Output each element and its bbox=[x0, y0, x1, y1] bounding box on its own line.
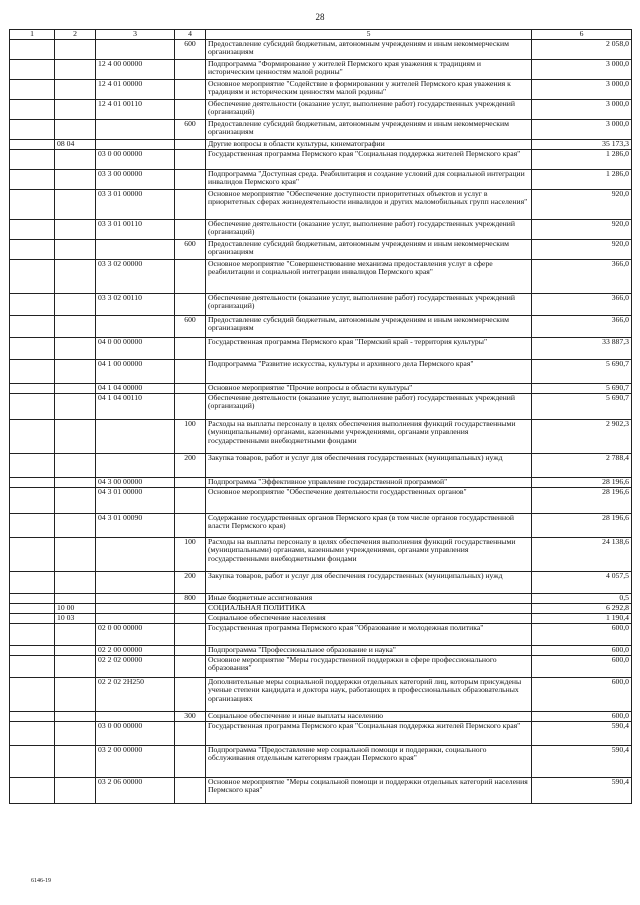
expense-type-code bbox=[175, 487, 206, 513]
table-row bbox=[10, 169, 632, 189]
item-description: Предоставление субсидий бюджетным, автономным учреждениям и иным некоммерческим организациям bbox=[206, 315, 532, 337]
expense-type-code bbox=[175, 623, 206, 645]
table-row bbox=[10, 239, 632, 259]
table-row bbox=[10, 149, 632, 169]
expense-type-code: 200 bbox=[175, 571, 206, 593]
target-article-code: 03 0 00 00000 bbox=[96, 721, 175, 745]
table-row bbox=[10, 59, 632, 79]
section-code bbox=[10, 219, 55, 239]
footer-code: 6146-19 bbox=[31, 878, 51, 884]
section-code bbox=[10, 139, 55, 149]
amount: 5 690,7 bbox=[532, 393, 632, 419]
expense-type-code: 600 bbox=[175, 39, 206, 59]
subsection-code bbox=[55, 219, 96, 239]
amount: 28 196,6 bbox=[532, 477, 632, 487]
amount: 6 292,8 bbox=[532, 603, 632, 613]
section-code bbox=[10, 99, 55, 119]
expense-type-code bbox=[175, 393, 206, 419]
item-description: Закупка товаров, работ и услуг для обеспечения государственных (муниципальных) нужд bbox=[206, 453, 532, 477]
expense-type-code bbox=[175, 655, 206, 677]
item-description: Обеспечение деятельности (оказание услуг, выполнение работ) государственных учреждений (организаций) bbox=[206, 99, 532, 119]
section-code bbox=[10, 777, 55, 803]
section-code bbox=[10, 477, 55, 487]
amount: 600,0 bbox=[532, 711, 632, 721]
target-article-code: 03 3 02 00110 bbox=[96, 293, 175, 315]
subsection-code bbox=[55, 777, 96, 803]
amount: 28 196,6 bbox=[532, 513, 632, 537]
amount: 600,0 bbox=[532, 623, 632, 645]
subsection-code bbox=[55, 393, 96, 419]
expense-type-code bbox=[175, 383, 206, 393]
section-code bbox=[10, 513, 55, 537]
table-row bbox=[10, 593, 632, 603]
amount: 920,0 bbox=[532, 219, 632, 239]
section-code bbox=[10, 79, 55, 99]
section-code bbox=[10, 337, 55, 359]
target-article-code: 12 4 01 00110 bbox=[96, 99, 175, 119]
amount: 600,0 bbox=[532, 645, 632, 655]
amount: 0,5 bbox=[532, 593, 632, 603]
target-article-code bbox=[96, 239, 175, 259]
table-row bbox=[10, 383, 632, 393]
item-description: Основное мероприятие "Меры социальной помощи и поддержки отдельных категорий населения Пермского края" bbox=[206, 777, 532, 803]
expense-type-code bbox=[175, 99, 206, 119]
section-code bbox=[10, 593, 55, 603]
table-row bbox=[10, 655, 632, 677]
subsection-code bbox=[55, 359, 96, 383]
expense-type-code bbox=[175, 149, 206, 169]
section-code bbox=[10, 487, 55, 513]
target-article-code bbox=[96, 139, 175, 149]
amount: 3 000,0 bbox=[532, 79, 632, 99]
subsection-code bbox=[55, 293, 96, 315]
table-row bbox=[10, 711, 632, 721]
section-code bbox=[10, 149, 55, 169]
subsection-code bbox=[55, 593, 96, 603]
table-row bbox=[10, 99, 632, 119]
item-description: Основное мероприятие "Содействие в формировании у жителей Пермского края уважения к традициям и историческим ценностям малой родины" bbox=[206, 79, 532, 99]
subsection-code bbox=[55, 119, 96, 139]
item-description: Расходы на выплаты персоналу в целях обеспечения выполнения функций государственными (муниципальными) органами, казенными учреждениями, органами управления государственными внебюджетными фондами bbox=[206, 537, 532, 571]
subsection-code bbox=[55, 189, 96, 219]
expense-type-code: 300 bbox=[175, 711, 206, 721]
expense-type-code: 600 bbox=[175, 239, 206, 259]
expense-type-code: 800 bbox=[175, 593, 206, 603]
section-code bbox=[10, 623, 55, 645]
target-article-code: 02 2 00 00000 bbox=[96, 645, 175, 655]
table-row bbox=[10, 677, 632, 711]
section-code bbox=[10, 613, 55, 623]
item-description: Основное мероприятие "Совершенствование механизма предоставления услуг в сфере реабилитации и социальной интеграции инвалидов Пермского края" bbox=[206, 259, 532, 293]
subsection-code bbox=[55, 513, 96, 537]
expense-type-code bbox=[175, 677, 206, 711]
expense-type-code bbox=[175, 603, 206, 613]
target-article-code: 04 3 00 00000 bbox=[96, 477, 175, 487]
subsection-code bbox=[55, 169, 96, 189]
header-col-2: 2 bbox=[55, 30, 96, 40]
table-row bbox=[10, 393, 632, 419]
table-body bbox=[10, 39, 632, 803]
subsection-code: 10 00 bbox=[55, 603, 96, 613]
amount: 3 000,0 bbox=[532, 99, 632, 119]
subsection-code bbox=[55, 39, 96, 59]
table-row bbox=[10, 623, 632, 645]
subsection-code bbox=[55, 623, 96, 645]
expense-type-code: 600 bbox=[175, 119, 206, 139]
table-row bbox=[10, 39, 632, 59]
table-row bbox=[10, 571, 632, 593]
target-article-code: 04 3 01 00000 bbox=[96, 487, 175, 513]
amount: 366,0 bbox=[532, 259, 632, 293]
expense-type-code bbox=[175, 79, 206, 99]
expense-type-code bbox=[175, 139, 206, 149]
target-article-code bbox=[96, 593, 175, 603]
item-description: Предоставление субсидий бюджетным, автономным учреждениям и иным некоммерческим организациям bbox=[206, 239, 532, 259]
section-code bbox=[10, 39, 55, 59]
table-row bbox=[10, 419, 632, 453]
header-col-4: 4 bbox=[175, 30, 206, 40]
amount: 2 788,4 bbox=[532, 453, 632, 477]
amount: 2 058,0 bbox=[532, 39, 632, 59]
expense-type-code: 100 bbox=[175, 537, 206, 571]
table-row bbox=[10, 79, 632, 99]
item-description: Подпрограмма "Доступная среда. Реабилитация и создание условий для социальной интеграции инвалидов Пермского края" bbox=[206, 169, 532, 189]
table-row bbox=[10, 537, 632, 571]
table-row bbox=[10, 477, 632, 487]
target-article-code: 02 0 00 00000 bbox=[96, 623, 175, 645]
expense-type-code: 100 bbox=[175, 419, 206, 453]
target-article-code bbox=[96, 711, 175, 721]
expense-type-code bbox=[175, 169, 206, 189]
target-article-code bbox=[96, 119, 175, 139]
item-description: Обеспечение деятельности (оказание услуг, выполнение работ) государственных учреждений (организаций) bbox=[206, 219, 532, 239]
table-row bbox=[10, 745, 632, 777]
expense-type-code bbox=[175, 721, 206, 745]
item-description: Содержание государственных органов Пермского края (в том числе органов государственной власти Пермского края) bbox=[206, 513, 532, 537]
table-row bbox=[10, 487, 632, 513]
item-description: Расходы на выплаты персоналу в целях обеспечения выполнения функций государственными (муниципальными) органами, казенными учреждениями, органами управления государственными внебюджетными фондами bbox=[206, 419, 532, 453]
target-article-code bbox=[96, 603, 175, 613]
item-description: Государственная программа Пермского края "Социальная поддержка жителей Пермского края" bbox=[206, 721, 532, 745]
subsection-code bbox=[55, 239, 96, 259]
target-article-code: 03 0 00 00000 bbox=[96, 149, 175, 169]
item-description: СОЦИАЛЬНАЯ ПОЛИТИКА bbox=[206, 603, 532, 613]
amount: 35 173,3 bbox=[532, 139, 632, 149]
table-row bbox=[10, 359, 632, 383]
amount: 1 190,4 bbox=[532, 613, 632, 623]
section-code bbox=[10, 119, 55, 139]
section-code bbox=[10, 655, 55, 677]
target-article-code bbox=[96, 571, 175, 593]
section-code bbox=[10, 721, 55, 745]
amount: 600,0 bbox=[532, 655, 632, 677]
target-article-code: 03 3 02 00000 bbox=[96, 259, 175, 293]
subsection-code bbox=[55, 419, 96, 453]
target-article-code: 04 1 00 00000 bbox=[96, 359, 175, 383]
item-description: Основное мероприятие "Прочие вопросы в области культуры" bbox=[206, 383, 532, 393]
section-code bbox=[10, 359, 55, 383]
target-article-code bbox=[96, 453, 175, 477]
subsection-code bbox=[55, 99, 96, 119]
target-article-code bbox=[96, 613, 175, 623]
amount: 3 000,0 bbox=[532, 119, 632, 139]
amount: 3 000,0 bbox=[532, 59, 632, 79]
item-description: Подпрограмма "Профессиональное образование и наука" bbox=[206, 645, 532, 655]
section-code bbox=[10, 393, 55, 419]
item-description: Социальное обеспечение населения bbox=[206, 613, 532, 623]
target-article-code: 02 2 02 00000 bbox=[96, 655, 175, 677]
subsection-code bbox=[55, 711, 96, 721]
item-description: Государственная программа Пермского края "Образование и молодежная политика" bbox=[206, 623, 532, 645]
budget-table bbox=[9, 29, 632, 804]
table-row bbox=[10, 293, 632, 315]
target-article-code: 04 0 00 00000 bbox=[96, 337, 175, 359]
item-description: Предоставление субсидий бюджетным, автономным учреждениям и иным некоммерческим организациям bbox=[206, 119, 532, 139]
subsection-code bbox=[55, 149, 96, 169]
subsection-code bbox=[55, 383, 96, 393]
subsection-code bbox=[55, 745, 96, 777]
page-number: 28 bbox=[315, 12, 325, 22]
section-code bbox=[10, 603, 55, 613]
section-code bbox=[10, 315, 55, 337]
amount: 366,0 bbox=[532, 315, 632, 337]
amount: 4 057,5 bbox=[532, 571, 632, 593]
header-col-3: 3 bbox=[96, 30, 175, 40]
amount: 33 887,3 bbox=[532, 337, 632, 359]
section-code bbox=[10, 745, 55, 777]
subsection-code bbox=[55, 59, 96, 79]
table-row bbox=[10, 613, 632, 623]
target-article-code bbox=[96, 419, 175, 453]
section-code bbox=[10, 169, 55, 189]
expense-type-code bbox=[175, 477, 206, 487]
expense-type-code bbox=[175, 337, 206, 359]
header-col-5: 5 bbox=[206, 30, 532, 40]
amount: 920,0 bbox=[532, 239, 632, 259]
section-code bbox=[10, 383, 55, 393]
expense-type-code: 600 bbox=[175, 315, 206, 337]
section-code bbox=[10, 711, 55, 721]
table-row bbox=[10, 645, 632, 655]
table-row bbox=[10, 219, 632, 239]
amount: 28 196,6 bbox=[532, 487, 632, 513]
section-code bbox=[10, 293, 55, 315]
table-row bbox=[10, 603, 632, 613]
section-code bbox=[10, 419, 55, 453]
table-row bbox=[10, 315, 632, 337]
expense-type-code bbox=[175, 219, 206, 239]
table-row bbox=[10, 139, 632, 149]
table-row bbox=[10, 453, 632, 477]
target-article-code: 04 3 01 00090 bbox=[96, 513, 175, 537]
amount: 2 902,3 bbox=[532, 419, 632, 453]
section-code bbox=[10, 189, 55, 219]
table-row bbox=[10, 337, 632, 359]
section-code bbox=[10, 239, 55, 259]
item-description: Основное мероприятие "Обеспечение деятельности государственных органов" bbox=[206, 487, 532, 513]
target-article-code: 04 1 04 00000 bbox=[96, 383, 175, 393]
table-row bbox=[10, 119, 632, 139]
item-description: Другие вопросы в области культуры, кинематографии bbox=[206, 139, 532, 149]
expense-type-code bbox=[175, 745, 206, 777]
section-code bbox=[10, 571, 55, 593]
table-row bbox=[10, 189, 632, 219]
target-article-code: 03 3 01 00110 bbox=[96, 219, 175, 239]
target-article-code: 03 2 00 00000 bbox=[96, 745, 175, 777]
target-article-code: 03 3 00 00000 bbox=[96, 169, 175, 189]
expense-type-code bbox=[175, 189, 206, 219]
table-row bbox=[10, 777, 632, 803]
amount: 590,4 bbox=[532, 721, 632, 745]
target-article-code: 02 2 02 2H250 bbox=[96, 677, 175, 711]
amount: 600,0 bbox=[532, 677, 632, 711]
item-description: Основное мероприятие "Меры государственной поддержки в сфере профессионального образования" bbox=[206, 655, 532, 677]
target-article-code: 12 4 01 00000 bbox=[96, 79, 175, 99]
amount: 5 690,7 bbox=[532, 359, 632, 383]
expense-type-code bbox=[175, 777, 206, 803]
amount: 1 286,0 bbox=[532, 149, 632, 169]
item-description: Государственная программа Пермского края "Социальная поддержка жителей Пермского края" bbox=[206, 149, 532, 169]
amount: 920,0 bbox=[532, 189, 632, 219]
target-article-code bbox=[96, 39, 175, 59]
item-description: Государственная программа Пермского края "Пермский край - территория культуры" bbox=[206, 337, 532, 359]
subsection-code bbox=[55, 259, 96, 293]
item-description: Предоставление субсидий бюджетным, автономным учреждениям и иным некоммерческим организациям bbox=[206, 39, 532, 59]
item-description: Иные бюджетные ассигнования bbox=[206, 593, 532, 603]
item-description: Обеспечение деятельности (оказание услуг, выполнение работ) государственных учреждений (организаций) bbox=[206, 393, 532, 419]
item-description: Закупка товаров, работ и услуг для обеспечения государственных (муниципальных) нужд bbox=[206, 571, 532, 593]
item-description: Подпрограмма "Формирование у жителей Пермского края уважения к традициям и историческим ценностям малой родины" bbox=[206, 59, 532, 79]
amount: 5 690,7 bbox=[532, 383, 632, 393]
table-header-row bbox=[10, 30, 632, 40]
subsection-code bbox=[55, 79, 96, 99]
amount: 590,4 bbox=[532, 745, 632, 777]
table-row bbox=[10, 721, 632, 745]
target-article-code: 12 4 00 00000 bbox=[96, 59, 175, 79]
section-code bbox=[10, 677, 55, 711]
expense-type-code: 200 bbox=[175, 453, 206, 477]
expense-type-code bbox=[175, 259, 206, 293]
subsection-code bbox=[55, 337, 96, 359]
header-col-1: 1 bbox=[10, 30, 55, 40]
amount: 366,0 bbox=[532, 293, 632, 315]
amount: 24 138,6 bbox=[532, 537, 632, 571]
item-description: Дополнительные меры социальной поддержки отдельных категорий лиц, которым присуждены ученые степени кандидата и доктора наук, работающих в профессиональных образовательных организациях bbox=[206, 677, 532, 711]
subsection-code bbox=[55, 571, 96, 593]
subsection-code: 08 04 bbox=[55, 139, 96, 149]
expense-type-code bbox=[175, 645, 206, 655]
target-article-code: 03 3 01 00000 bbox=[96, 189, 175, 219]
amount: 590,4 bbox=[532, 777, 632, 803]
expense-type-code bbox=[175, 359, 206, 383]
target-article-code bbox=[96, 537, 175, 571]
item-description: Социальное обеспечение и иные выплаты населению bbox=[206, 711, 532, 721]
target-article-code bbox=[96, 315, 175, 337]
expense-type-code bbox=[175, 613, 206, 623]
item-description: Подпрограмма "Эффективное управление государственной программой" bbox=[206, 477, 532, 487]
amount: 1 286,0 bbox=[532, 169, 632, 189]
subsection-code bbox=[55, 721, 96, 745]
item-description: Подпрограмма "Предоставление мер социальной помощи и поддержки, социального обслуживания отдельным категориям граждан Пермского края" bbox=[206, 745, 532, 777]
table-row bbox=[10, 513, 632, 537]
expense-type-code bbox=[175, 513, 206, 537]
target-article-code: 04 1 04 00110 bbox=[96, 393, 175, 419]
section-code bbox=[10, 537, 55, 571]
subsection-code bbox=[55, 477, 96, 487]
subsection-code bbox=[55, 487, 96, 513]
expense-type-code bbox=[175, 59, 206, 79]
target-article-code: 03 2 06 00000 bbox=[96, 777, 175, 803]
section-code bbox=[10, 59, 55, 79]
subsection-code bbox=[55, 677, 96, 711]
expense-type-code bbox=[175, 293, 206, 315]
subsection-code: 10 03 bbox=[55, 613, 96, 623]
subsection-code bbox=[55, 537, 96, 571]
header-col-6: 6 bbox=[532, 30, 632, 40]
subsection-code bbox=[55, 453, 96, 477]
item-description: Подпрограмма "Развитие искусства, культуры и архивного дела Пермского края" bbox=[206, 359, 532, 383]
table-row bbox=[10, 259, 632, 293]
section-code bbox=[10, 453, 55, 477]
item-description: Основное мероприятие "Обеспечение доступности приоритетных объектов и услуг в приоритетных сферах жизнедеятельности инвалидов и других маломобильных групп населения" bbox=[206, 189, 532, 219]
section-code bbox=[10, 259, 55, 293]
section-code bbox=[10, 645, 55, 655]
subsection-code bbox=[55, 645, 96, 655]
subsection-code bbox=[55, 315, 96, 337]
item-description: Обеспечение деятельности (оказание услуг, выполнение работ) государственных учреждений (организаций) bbox=[206, 293, 532, 315]
subsection-code bbox=[55, 655, 96, 677]
